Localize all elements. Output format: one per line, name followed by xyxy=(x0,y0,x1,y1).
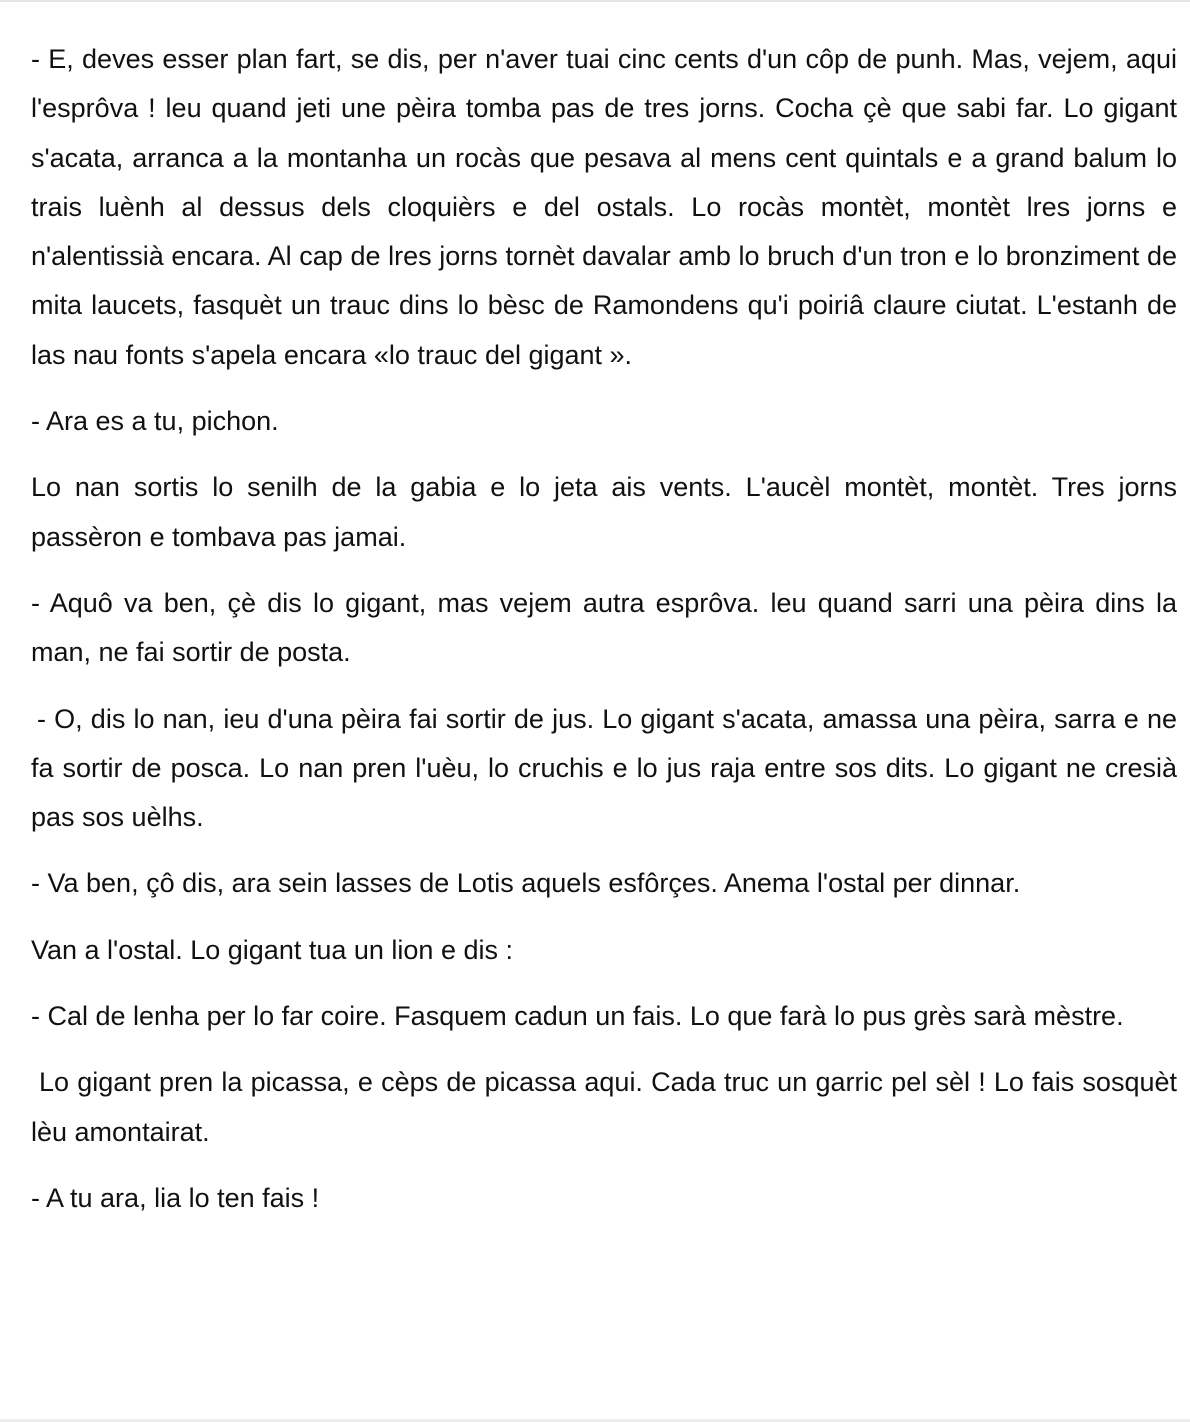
paragraph-dwarf-juice: - O, dis lo nan, ieu d'una pèira fai sortir de jus. Lo gigant s'acata, amassa una pèira, sarra e ne fa sortir de posca. Lo nan pren l'uèu, lo cruchis e lo jus raja entre sos dits. Lo gigant ne cresià pas sos uèlhs. xyxy=(31,703,1177,833)
paragraph-your-bundle: - A tu ara, lia lo ten fais ! xyxy=(31,1182,320,1213)
paragraph-lion: Van a l'ostal. Lo gigant tua un lion e dis : xyxy=(31,934,513,965)
paragraph-firewood: - Cal de lenha per lo far coire. Fasquem cadun un fais. Lo que farà lo pus grès sarà mèstre. xyxy=(31,1001,1124,1032)
document-page xyxy=(31,35,1177,1240)
paragraph-your-turn: - Ara es a tu, pichon. xyxy=(31,406,279,437)
paragraph-bird-release: Lo nan sortis lo senilh de la gabia e lo jeta ais vents. L'aucèl montèt, montèt. Tres jorns passèron e tombava pas jamai. xyxy=(31,472,1177,552)
paragraph-giant-stone-challenge: - E, deves esser plan fart, se dis, per n'aver tuai cinc cents d'un côp de punh. Mas, vejem, aqui l'esprôva ! leu quand jeti une pèira tomba pas de tres jorns. Cocha çè que sabi far. Lo gigant s'acata, arranca a la montanha un rocàs que pesava al mens cent quintals e a grand balum lo trais luènh al dessus dels cloquièrs e del ostals. Lo rocàs montèt, montèt lres jorns e n'alentissià encara. Al cap de lres jorns tornèt davalar amb lo bruch d'un tron e lo bronziment de mita laucets, fasquèt un trauc dins lo bèsc de Ramondens qu'i poiriâ claure ciutat. L'estanh de las nau fonts s'apela encara «lo trauc del gigant ». xyxy=(31,44,1177,370)
paragraph-squeeze-challenge: - Aquô va ben, çè dis lo gigant, mas vejem autra esprôva. leu quand sarri una pèira dins la man, ne fai sortir de posta. xyxy=(31,587,1177,668)
paragraph-go-to-dinner: - Va ben, çô dis, ara sein lasses de Lotis aquels esfôrçes. Anema l'ostal per dinnar. xyxy=(31,868,1021,899)
paragraph-giant-axe: Lo gigant pren la picassa, e cèps de picassa aqui. Cada truc un garric pel sèl ! Lo fais sosquèt lèu amontairat. xyxy=(31,1067,1177,1147)
